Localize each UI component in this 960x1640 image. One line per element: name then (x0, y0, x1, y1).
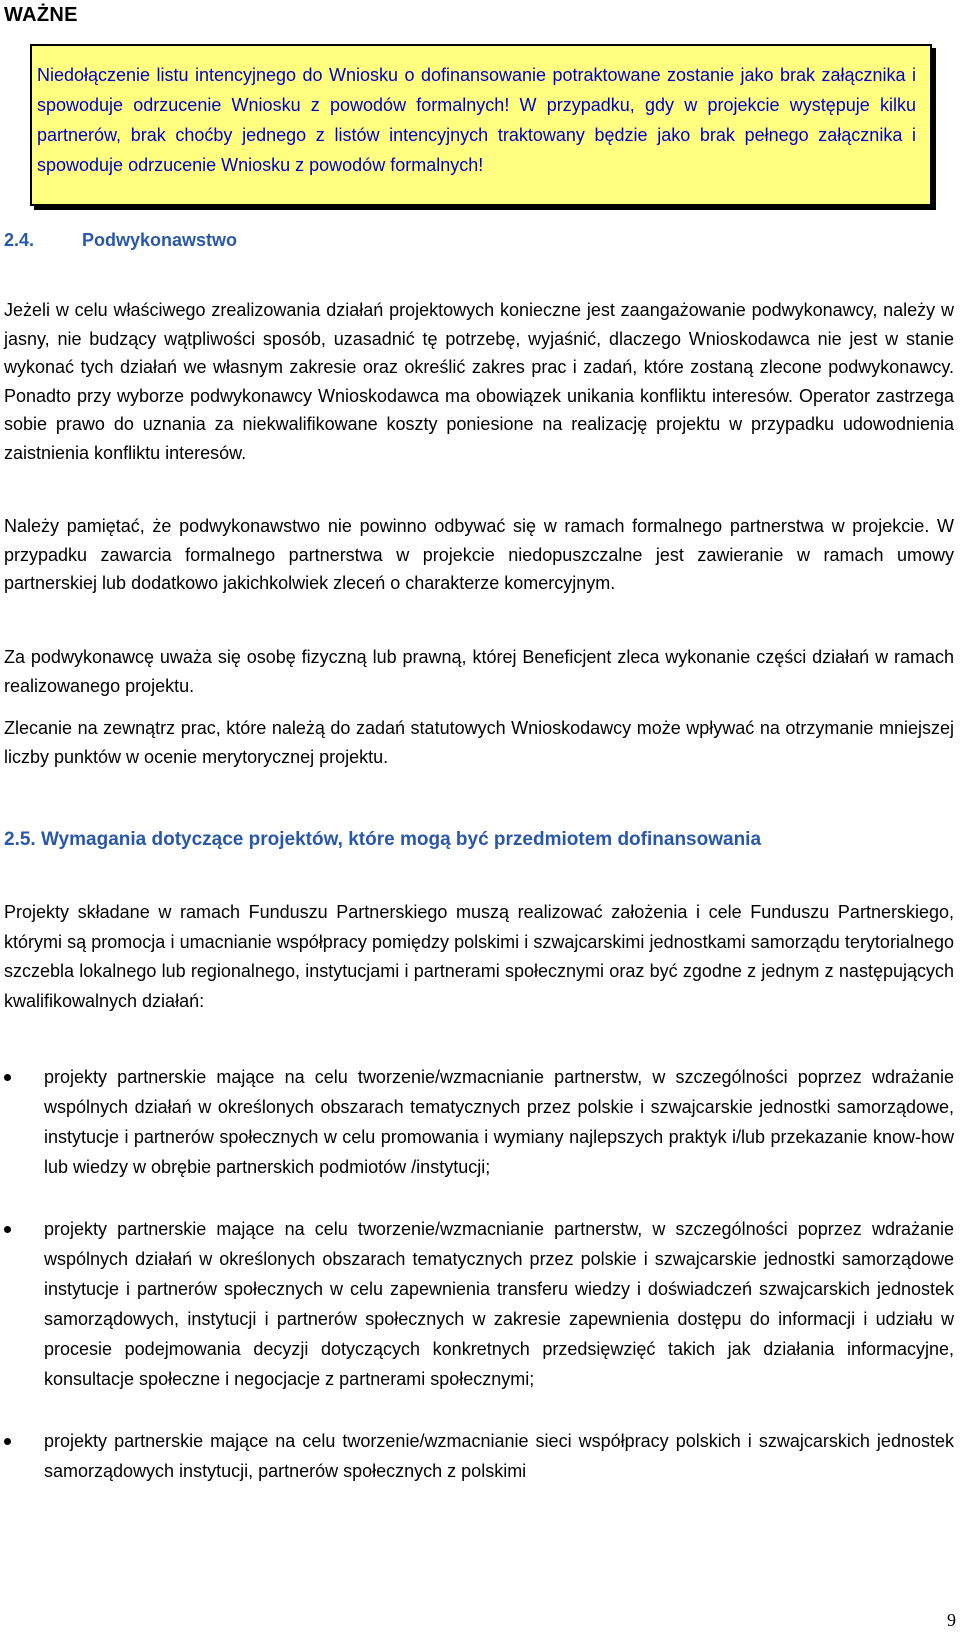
paragraph: Zlecanie na zewnątrz prac, które należą do zadań statutowych Wnioskodawcy może wpływać na otrzymanie mniejszej liczby punktów w ocenie merytorycznej projektu. (4, 718, 954, 767)
list-item-text: projekty partnerskie mające na celu tworzenie/wzmacnianie partnerstw, w szczególności poprzez wdrażanie wspólnych działań w określonych obszarach tematycznych przez polskie i szwajcarskie jednostki samorządowe, instytucje i partnerów społecznych w celu promowania i wymiany najlepszych praktyk i/lub przekazanie know-how lub wiedzy w obrębie partnerskich podmiotów /instytucji; (44, 1067, 954, 1177)
bullet-icon (4, 1074, 11, 1081)
list-item-text: projekty partnerskie mające na celu tworzenie/wzmacnianie sieci współpracy polskich i szwajcarskich jednostek samorządowych instytucji, partnerów społecznych z polskimi (44, 1431, 954, 1481)
section-number: 2.4. (4, 230, 35, 250)
list-item (4, 1214, 954, 1394)
paragraph: Jeżeli w celu właściwego zrealizowania działań projektowych konieczne jest zaangażowanie podwykonawcy, należy w jasny, nie budzący wątpliwości sposób, uzasadnić tę potrzebę, wyjaśnić, dlaczego Wnioskodawca nie jest w stanie wykonać tych działań we własnym zakresie oraz określić zakres prac i zadań, które zostaną zlecone podwykonawcy. Ponadto przy wyborze podwykonawcy Wnioskodawca ma obowiązek unikania konfliktu interesów. Operator zastrzega sobie prawo do uznania za niekwalifikowane koszty poniesione na realizację projektu w przypadku udowodnienia zaistnienia konfliktu interesów. (4, 300, 954, 463)
important-notice-box (30, 44, 932, 206)
list-item (4, 1426, 954, 1486)
page-number: 9 (947, 1610, 956, 1630)
notice-text: Niedołączenie listu intencyjnego do Wniosku o dofinansowanie potraktowane zostanie jako brak załącznika i spowoduje odrzucenie Wniosku z powodów formalnych! W przypadku, gdy w projekcie występuje kilku partnerów, brak choćby jednego z listów intencyjnych traktowany będzie jako brak pełnego załącznika i spowoduje odrzucenie Wniosku z powodów formalnych! (37, 65, 916, 175)
section-2-5-heading: 2.5. Wymagania dotyczące projektów, które mogą być przedmiotem dofinansowania (4, 829, 762, 850)
paragraph: Projekty składane w ramach Funduszu Partnerskiego muszą realizować założenia i cele Funduszu Partnerskiego, którymi są promocja i umacnianie współpracy pomiędzy polskimi i szwajcarskimi jednostkami samorządu terytorialnego szczebla lokalnego lub regionalnego, instytucjami i partnerami społecznymi oraz być zgodne z jednym z następujących kwalifikowalnych działań: (4, 902, 954, 1011)
list-item-text: projekty partnerskie mające na celu tworzenie/wzmacnianie partnerstw, w szczególności poprzez wdrażanie wspólnych działań w określonych obszarach tematycznych przez polskie i szwajcarskie jednostki samorządowe instytucje i partnerów społecznych w celu zapewnienia transferu wiedzy i doświadczeń szwajcarskich jednostek samorządowych, instytucji i partnerów społecznych w zakresie zapewnienia dostępu do informacji i udziału w procesie podejmowania decyzji dotyczących konkretnych przedsięwzięć takich jak działania informacyjne, konsultacje społeczne i negocjacje z partnerami społecznymi; (44, 1219, 954, 1389)
section-title: Podwykonawstwo (82, 230, 238, 250)
bullet-icon (4, 1438, 11, 1445)
paragraph: Należy pamiętać, że podwykonawstwo nie powinno odbywać się w ramach formalnego partnerstwa w projekcie. W przypadku zawarcia formalnego partnerstwa w projekcie niedopuszczalne jest zawieranie w ramach umowy partnerskiej lub dodatkowo jakichkolwiek zleceń o charakterze komercyjnym. (4, 516, 954, 593)
bullet-icon (4, 1226, 11, 1233)
list-item (4, 1062, 954, 1182)
paragraph: Za podwykonawcę uważa się osobę fizyczną lub prawną, której Beneficjent zleca wykonanie części działań w ramach realizowanego projektu. (4, 647, 954, 696)
important-label: WAŻNE (4, 4, 78, 26)
bullet-list (4, 1062, 954, 1518)
section-2-4-heading (4, 230, 237, 251)
